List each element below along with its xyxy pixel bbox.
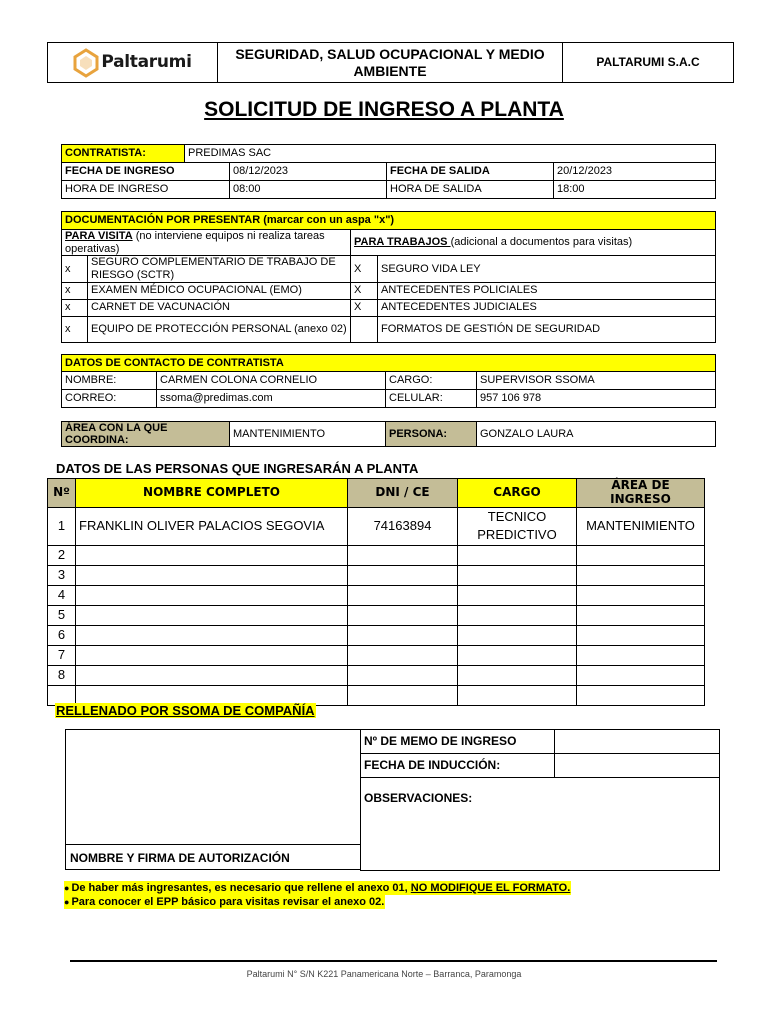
row-dni (348, 605, 458, 625)
row-area (577, 565, 705, 585)
row-cargo (458, 585, 577, 605)
col-header-area: ÁREA DE INGRESO (577, 479, 705, 508)
visita-mark: x (62, 256, 88, 282)
header-company: PALTARUMI S.A.C (563, 43, 734, 83)
correo-label: CORREO: (62, 390, 157, 408)
table-row (48, 605, 705, 625)
row-dni (348, 645, 458, 665)
induccion-label: FECHA DE INDUCCIÓN: (361, 754, 555, 778)
trabajo-mark: X (351, 299, 378, 316)
documentacion-title: DOCUMENTACIÓN POR PRESENTAR (marcar con un aspa "x") (62, 212, 716, 230)
row-nombre (76, 605, 348, 625)
trabajo-doc: FORMATOS DE GESTIÓN DE SEGURIDAD (378, 316, 716, 342)
hora-salida-value: 18:00 (554, 181, 716, 199)
trabajo-mark: X (351, 256, 378, 282)
nombre-value: CARMEN COLONA CORNELIO (157, 372, 386, 390)
fecha-salida-value: 20/12/2023 (554, 163, 716, 181)
row-cargo (458, 645, 577, 665)
visita-mark: x (62, 316, 88, 342)
personas-table (47, 478, 705, 706)
visita-doc: SEGURO COMPLEMENTARIO DE TRABAJO DE RIESGO (SCTR) (88, 256, 351, 282)
note-2-text: Para conocer el EPP básico para visitas revisar el anexo 02. (71, 896, 385, 908)
row-area (577, 645, 705, 665)
visita-mark: x (62, 299, 88, 316)
ssoma-section-title: RELLENADO POR SSOMA DE COMPAÑÍA (56, 703, 315, 718)
row-cargo (458, 545, 577, 565)
visita-mark: x (62, 282, 88, 299)
contratista-value: PREDIMAS SAC (185, 145, 716, 163)
footer-divider (70, 960, 717, 962)
row-area (577, 685, 705, 705)
row-nombre (76, 585, 348, 605)
personas-section-title: DATOS DE LAS PERSONAS QUE INGRESARÁN A PLANTA (56, 461, 419, 476)
row-area (577, 585, 705, 605)
logo-text: Paltarumi (101, 51, 192, 72)
header-table (47, 42, 734, 83)
para-visita-header (62, 230, 351, 256)
table-row (48, 625, 705, 645)
induccion-input[interactable] (555, 754, 720, 778)
row-nombre: FRANKLIN OLIVER PALACIOS SEGOVIA (76, 507, 348, 545)
row-area (577, 545, 705, 565)
table-row (48, 665, 705, 685)
contratista-label: CONTRATISTA: (62, 145, 185, 163)
table-row (48, 507, 705, 545)
row-cargo: TECNICO PREDICTIVO (458, 507, 577, 545)
notes (64, 881, 571, 909)
visita-doc: CARNET DE VACUNACIÓN (88, 299, 351, 316)
fecha-salida-label: FECHA DE SALIDA (387, 163, 554, 181)
hora-salida-label: HORA DE SALIDA (387, 181, 554, 199)
row-dni (348, 685, 458, 705)
trabajo-doc: SEGURO VIDA LEY (378, 256, 716, 282)
row-dni (348, 625, 458, 645)
row-numero: 3 (48, 565, 76, 585)
row-numero: 1 (48, 507, 76, 545)
row-dni (348, 665, 458, 685)
memo-table (360, 729, 720, 871)
hora-ingreso-value: 08:00 (230, 181, 387, 199)
col-header-numero: Nº (48, 479, 76, 508)
note-1-text: De haber más ingresantes, es necesario que rellene el anexo 01, (71, 882, 411, 894)
row-cargo (458, 665, 577, 685)
celular-label: CELULAR: (386, 390, 477, 408)
area-label: ÁREA CON LA QUE COORDINA: (62, 422, 230, 447)
note-line-2 (64, 895, 571, 909)
correo-value: ssoma@predimas.com (157, 390, 386, 408)
cargo-value: SUPERVISOR SSOMA (477, 372, 716, 390)
firma-label: NOMBRE Y FIRMA DE AUTORIZACIÓN (66, 844, 360, 869)
table-row (48, 545, 705, 565)
row-nombre (76, 625, 348, 645)
para-visita-label: PARA VISITA (65, 230, 133, 242)
contacto-title: DATOS DE CONTACTO DE CONTRATISTA (62, 355, 716, 372)
observaciones-field[interactable] (361, 778, 720, 871)
trabajo-doc: ANTECEDENTES POLICIALES (378, 282, 716, 299)
paltarumi-logo-icon (73, 48, 99, 78)
col-header-cargo: CARGO (458, 479, 577, 508)
table-row (48, 585, 705, 605)
nombre-label: NOMBRE: (62, 372, 157, 390)
row-numero: 5 (48, 605, 76, 625)
hora-ingreso-label: HORA DE INGRESO (62, 181, 230, 199)
area-value: MANTENIMIENTO (230, 422, 386, 447)
row-area (577, 605, 705, 625)
fecha-ingreso-label: FECHA DE INGRESO (62, 163, 230, 181)
row-dni (348, 545, 458, 565)
logo-cell (48, 43, 218, 83)
documentacion-table (61, 211, 716, 343)
row-nombre (76, 645, 348, 665)
bullet-icon: ● (64, 883, 70, 893)
row-cargo (458, 605, 577, 625)
row-dni (348, 565, 458, 585)
firma-box[interactable] (65, 729, 361, 870)
row-area (577, 625, 705, 645)
row-numero: 2 (48, 545, 76, 565)
para-trabajos-header (351, 230, 716, 256)
table-row (48, 565, 705, 585)
note-line-1 (64, 881, 571, 895)
table-row (48, 645, 705, 665)
contratista-table (61, 144, 716, 199)
persona-value: GONZALO LAURA (477, 422, 716, 447)
observaciones-label: OBSERVACIONES: (364, 791, 473, 805)
row-numero: 8 (48, 665, 76, 685)
footer-address: Paltarumi N° S/N K221 Panamericana Norte – Barranca, Paramonga (246, 969, 522, 979)
area-table (61, 421, 716, 447)
row-cargo (458, 685, 577, 705)
memo-input[interactable] (555, 730, 720, 754)
row-dni: 74163894 (348, 507, 458, 545)
row-numero: 7 (48, 645, 76, 665)
row-nombre (76, 545, 348, 565)
fecha-ingreso-value: 08/12/2023 (230, 163, 387, 181)
bullet-icon: ● (64, 897, 70, 907)
row-nombre (76, 665, 348, 685)
visita-doc: EXAMEN MÉDICO OCUPACIONAL (EMO) (88, 282, 351, 299)
col-header-dni: DNI / CE (348, 479, 458, 508)
row-cargo (458, 565, 577, 585)
trabajo-doc: ANTECEDENTES JUDICIALES (378, 299, 716, 316)
row-cargo (458, 625, 577, 645)
col-header-nombre: NOMBRE COMPLETO (76, 479, 348, 508)
celular-value: 957 106 978 (477, 390, 716, 408)
trabajo-mark (351, 316, 378, 342)
note-1-emphasis: NO MODIFIQUE EL FORMATO. (410, 882, 571, 894)
row-nombre (76, 565, 348, 585)
para-trabajos-label: PARA TRABAJOS (354, 236, 451, 249)
persona-label: PERSONA: (386, 422, 477, 447)
row-numero: 4 (48, 585, 76, 605)
row-numero: 6 (48, 625, 76, 645)
row-area (577, 665, 705, 685)
contacto-table (61, 354, 716, 408)
memo-label: Nº DE MEMO DE INGRESO (361, 730, 555, 754)
para-trabajos-note: (adicional a documentos para visitas) (450, 236, 633, 249)
row-dni (348, 585, 458, 605)
trabajo-mark: X (351, 282, 378, 299)
cargo-label: CARGO: (386, 372, 477, 390)
para-visita-note: (no interviene equipos ni realiza tareas operativas) (65, 230, 325, 255)
header-center-title: SEGURIDAD, SALUD OCUPACIONAL Y MEDIO AMBIENTE (218, 43, 563, 83)
visita-doc: EQUIPO DE PROTECCIÓN PERSONAL (anexo 02) (88, 316, 351, 342)
page-title: SOLICITUD DE INGRESO A PLANTA (204, 98, 564, 121)
row-area: MANTENIMIENTO (577, 507, 705, 545)
